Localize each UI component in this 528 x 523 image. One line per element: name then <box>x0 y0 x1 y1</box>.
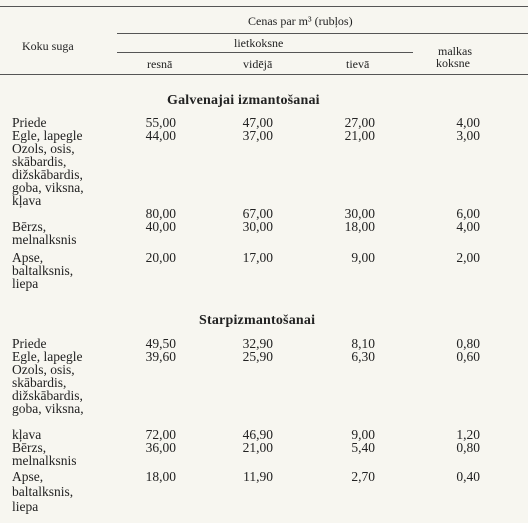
value-medium: 30,00 <box>242 219 273 234</box>
species-label: baltalksnis, <box>12 484 74 499</box>
value-thick: 36,00 <box>145 440 176 455</box>
value-fuelwood: 2,00 <box>456 250 480 265</box>
value-thin: 27,00 <box>344 115 375 130</box>
species-label: goba, viksna, <box>12 180 84 195</box>
species-label: melnalksnis <box>12 232 77 247</box>
value-thin: 8,10 <box>351 336 375 351</box>
species-label: Apse, <box>12 469 44 484</box>
timber-header-rule <box>117 52 413 53</box>
species-label: melnalksnis <box>12 453 77 468</box>
subcol-thin: tievā <box>346 57 370 71</box>
header-bottom-rule <box>0 74 528 75</box>
price-header: Cenas par m³ (rubļos) <box>248 14 353 28</box>
species-label: skābardis, <box>12 375 67 390</box>
value-thin: 9,00 <box>351 427 375 442</box>
table-top-rule <box>0 6 528 7</box>
value-fuelwood: 4,00 <box>456 219 480 234</box>
value-fuelwood: 0,80 <box>456 336 480 351</box>
value-thin: 2,70 <box>351 469 375 484</box>
subcol-thick: resnā <box>147 57 173 71</box>
value-fuelwood: 4,00 <box>456 115 480 130</box>
section-title: Starpizmantošanai <box>199 313 316 328</box>
value-fuelwood: 1,20 <box>456 427 480 442</box>
species-label: Ozols, osis, <box>12 362 75 377</box>
value-thick: 80,00 <box>145 206 176 221</box>
value-fuelwood: 0,60 <box>456 349 480 364</box>
value-thick: 49,50 <box>145 336 176 351</box>
value-medium: 32,90 <box>242 336 273 351</box>
value-medium: 47,00 <box>242 115 273 130</box>
price-header-rule <box>117 33 528 34</box>
value-thin: 30,00 <box>344 206 375 221</box>
species-label: Bērzs, <box>12 219 47 234</box>
species-label: Egle, lapegle <box>12 349 83 364</box>
species-label: kļava <box>12 193 42 208</box>
fuelwood-header-line1: malkas <box>438 44 472 58</box>
value-thick: 39,60 <box>145 349 176 364</box>
value-medium: 67,00 <box>242 206 273 221</box>
value-thin: 9,00 <box>351 250 375 265</box>
value-thick: 40,00 <box>145 219 176 234</box>
species-label: Ozols, osis, <box>12 141 75 156</box>
species-label: baltalksnis, <box>12 263 74 278</box>
value-fuelwood: 3,00 <box>456 128 480 143</box>
species-label: liepa <box>12 276 39 291</box>
value-medium: 17,00 <box>242 250 273 265</box>
value-thick: 44,00 <box>145 128 176 143</box>
species-label: liepa <box>12 499 39 514</box>
species-label: Apse, <box>12 250 44 265</box>
fuelwood-header-line2: koksne <box>436 56 470 70</box>
value-medium: 11,90 <box>243 469 273 484</box>
value-thin: 5,40 <box>351 440 375 455</box>
species-label: Egle, lapegle <box>12 128 83 143</box>
species-label: dižskābardis, <box>12 388 83 403</box>
value-medium: 21,00 <box>242 440 273 455</box>
value-medium: 37,00 <box>242 128 273 143</box>
timber-header: lietkoksne <box>234 36 284 50</box>
value-thick: 55,00 <box>145 115 176 130</box>
section-title: Galvenajai izmantošanai <box>167 93 320 108</box>
species-label: kļava <box>12 427 42 442</box>
value-fuelwood: 0,80 <box>456 440 480 455</box>
species-label: skābardis, <box>12 154 67 169</box>
value-thick: 18,00 <box>145 469 176 484</box>
value-thin: 6,30 <box>351 349 375 364</box>
value-medium: 25,90 <box>242 349 273 364</box>
species-column-header: Koku suga <box>22 39 74 53</box>
species-label: Priede <box>12 115 47 130</box>
value-fuelwood: 0,40 <box>456 469 480 484</box>
value-thick: 20,00 <box>145 250 176 265</box>
value-thick: 72,00 <box>145 427 176 442</box>
value-thin: 21,00 <box>344 128 375 143</box>
species-label: goba, viksna, <box>12 401 84 416</box>
species-label: Priede <box>12 336 47 351</box>
species-label: Bērzs, <box>12 440 47 455</box>
species-label: dižskābardis, <box>12 167 83 182</box>
value-thin: 18,00 <box>344 219 375 234</box>
value-fuelwood: 6,00 <box>456 206 480 221</box>
subcol-medium: vidējā <box>243 57 273 71</box>
value-medium: 46,90 <box>242 427 273 442</box>
